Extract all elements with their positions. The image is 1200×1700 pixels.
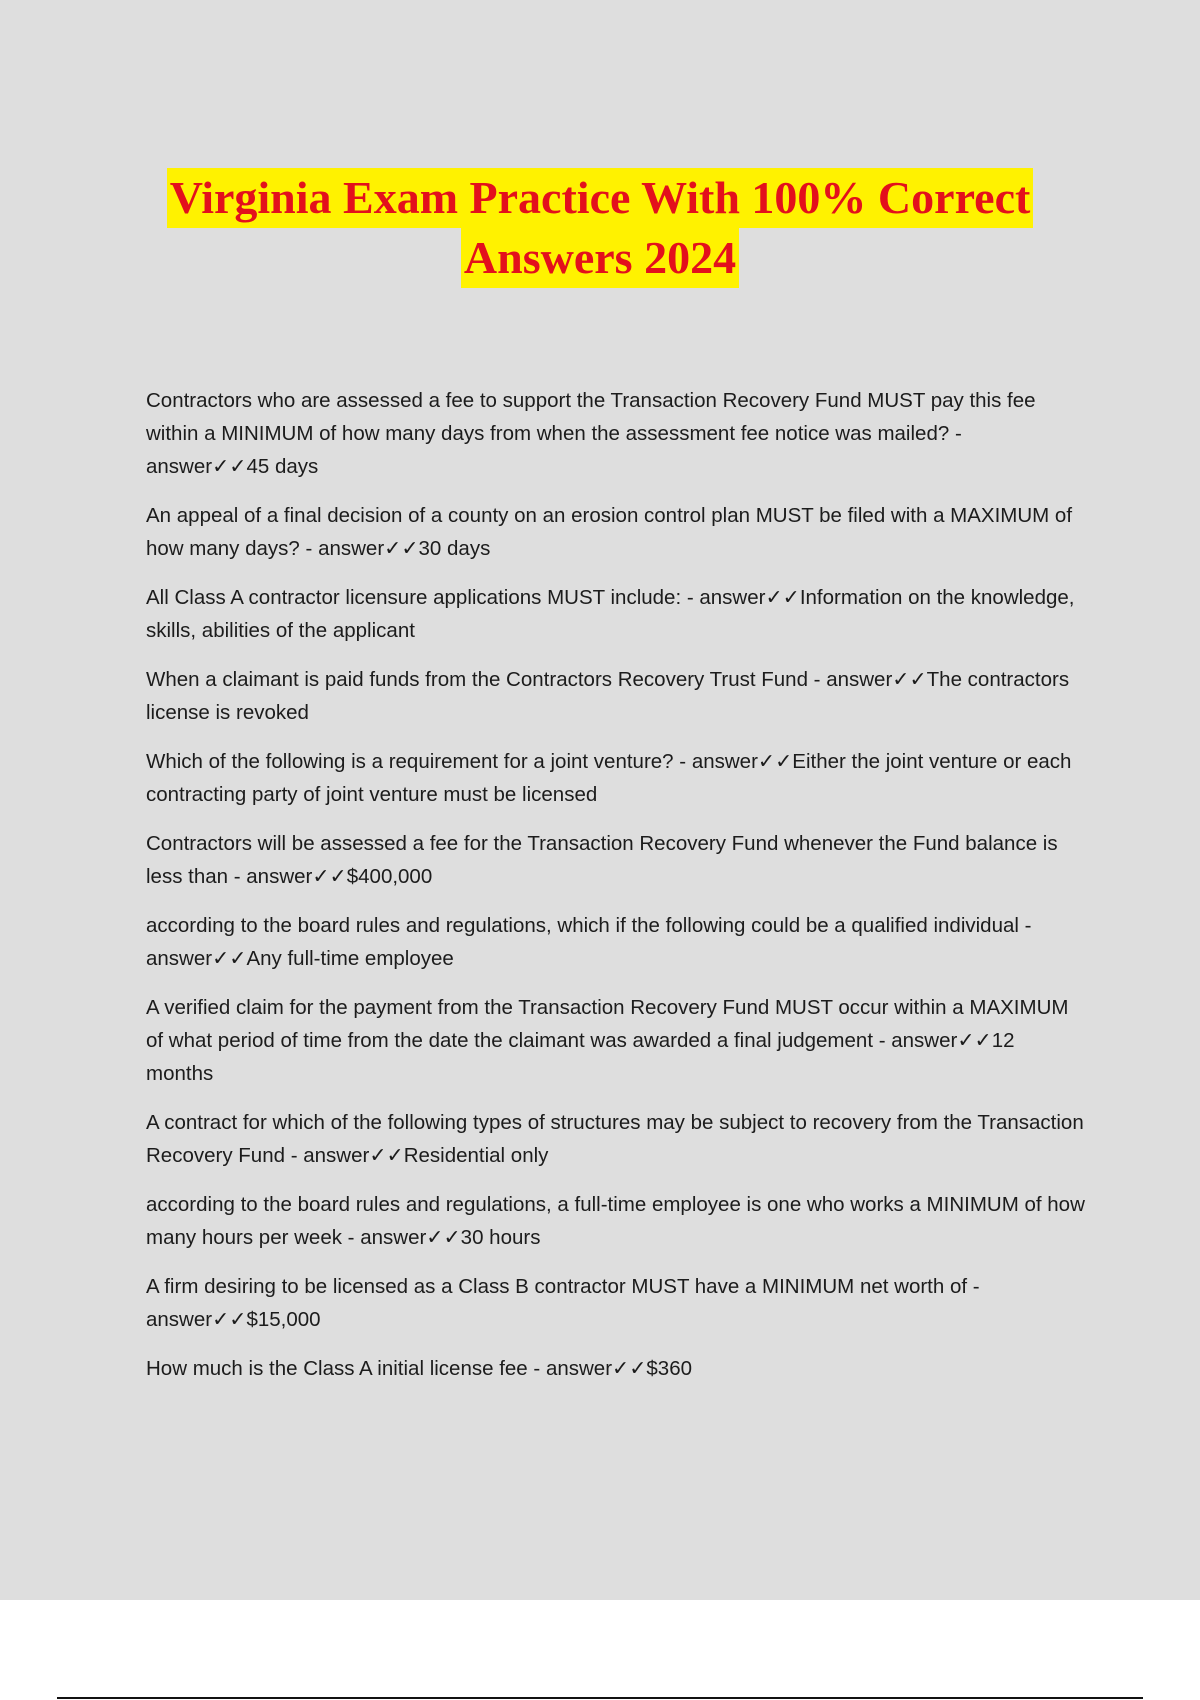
answer-marker: answer✓✓ (826, 668, 927, 691)
answer-marker: answer✓✓ (146, 1308, 247, 1331)
answer-text: 30 hours (460, 1226, 541, 1249)
question-answer-list (146, 384, 1086, 1401)
qa-item (146, 909, 1086, 975)
answer-text: Either the joint venture or each contracting party of joint venture must be licensed (146, 750, 1072, 806)
answer-text: $360 (646, 1357, 692, 1380)
question-text: Which of the following is a requirement for a joint venture? - (146, 750, 687, 773)
answer-marker: answer✓✓ (303, 1144, 404, 1167)
answer-marker: answer✓✓ (691, 750, 793, 773)
answer-text: 12 months (146, 1029, 1015, 1085)
question-text: A verified claim for the payment from the Transaction Recovery Fund MUST occur within a MAXIMUM of what period of time from the date the claimant was awarded a final judgement - (146, 996, 1069, 1052)
answer-text: $15,000 (246, 1308, 321, 1331)
answer-text: Any full-time employee (246, 947, 454, 970)
answer-text: The contractors license is revoked (146, 668, 1070, 724)
title-line-1: Virginia Exam Practice With 100% Correct (167, 168, 1034, 228)
answer-text: Information on the knowledge, skills, abilities of the applicant (146, 586, 1075, 642)
question-text: Contractors will be assessed a fee for the Transaction Recovery Fund whenever the Fund balance is less than - (146, 832, 1058, 888)
answer-text: Residential only (403, 1144, 549, 1167)
answer-marker: answer✓✓ (318, 537, 419, 560)
answer-text: 45 days (246, 455, 319, 478)
title-line-2: Answers 2024 (461, 228, 739, 288)
footer-divider (57, 1697, 1143, 1699)
question-text: A contract for which of the following types of structures may be subject to recovery from the Transaction Recovery Fund - (146, 1111, 1084, 1167)
answer-marker: answer✓✓ (545, 1357, 647, 1380)
answer-text: 30 days (418, 537, 491, 560)
answer-marker: answer✓✓ (360, 1226, 461, 1249)
qa-item (146, 991, 1086, 1090)
question-text: Contractors who are assessed a fee to support the Transaction Recovery Fund MUST pay this fee within a MINIMUM of how many days from when the assessment fee notice was mailed? - (146, 389, 1036, 445)
qa-item (146, 1106, 1086, 1172)
qa-item (146, 1352, 1086, 1385)
answer-marker: answer✓✓ (699, 586, 800, 609)
answer-marker: answer✓✓ (146, 947, 247, 970)
answer-marker: answer✓✓ (246, 865, 347, 888)
question-text: An appeal of a final decision of a county on an erosion control plan MUST be filed with a MAXIMUM of how many days? - (146, 504, 1073, 560)
document-title (0, 168, 1200, 288)
question-text: according to the board rules and regulations, a full-time employee is one who works a MINIMUM of how many hours per week - (146, 1193, 1085, 1249)
question-text: A firm desiring to be licensed as a Class B contractor MUST have a MINIMUM net worth of - (146, 1275, 980, 1298)
answer-marker: answer✓✓ (891, 1029, 992, 1052)
qa-item (146, 384, 1086, 483)
answer-marker: answer✓✓ (146, 455, 247, 478)
qa-item (146, 581, 1086, 647)
question-text: All Class A contractor licensure applications MUST include: - (146, 586, 694, 609)
answer-text: $400,000 (346, 865, 433, 888)
question-text: How much is the Class A initial license fee - (146, 1357, 541, 1380)
question-text: When a claimant is paid funds from the Contractors Recovery Trust Fund - (146, 668, 821, 691)
qa-item (146, 827, 1086, 893)
qa-item (146, 663, 1086, 729)
qa-item (146, 1270, 1086, 1336)
qa-item (146, 1188, 1086, 1254)
qa-item (146, 745, 1086, 811)
question-text: according to the board rules and regulations, which if the following could be a qualified individual - (146, 914, 1032, 937)
qa-item (146, 499, 1086, 565)
